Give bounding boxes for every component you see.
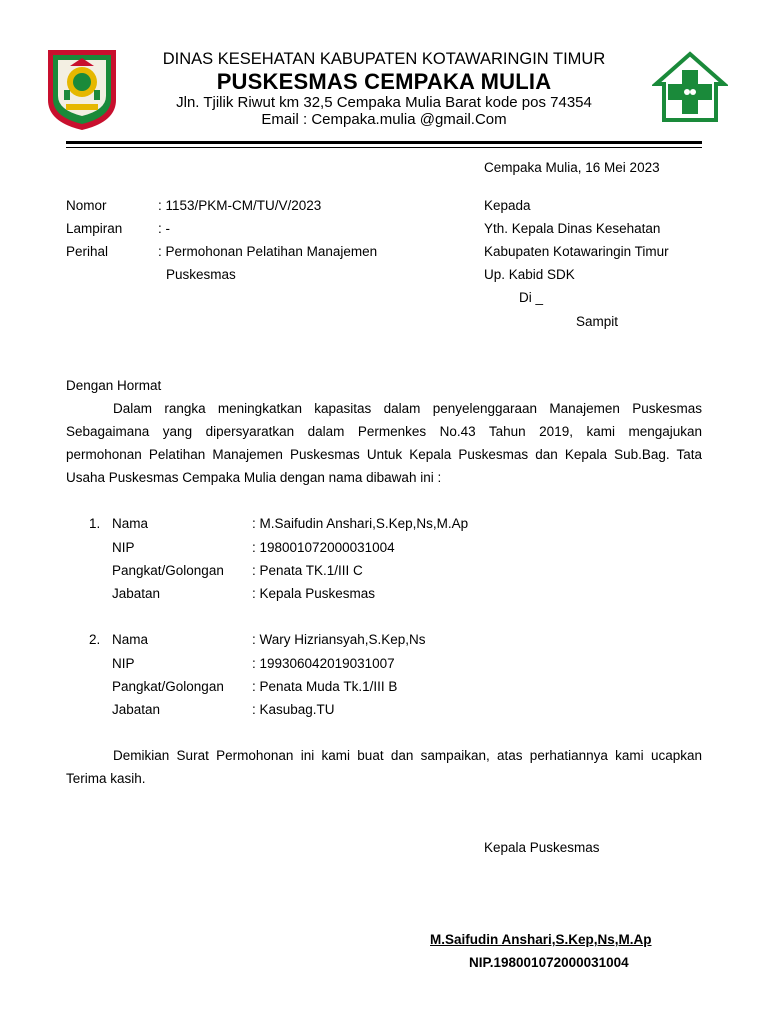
letterhead-title: PUSKESMAS CEMPAKA MULIA: [216, 69, 552, 94]
person-field-value: : Penata Muda Tk.1/III B: [252, 679, 398, 694]
person-field-value: : Kepala Puskesmas: [252, 586, 376, 601]
recipient-di: Di _: [519, 290, 544, 305]
recipient-kepada: Kepada: [484, 198, 531, 213]
perihal-label: Perihal: [66, 244, 109, 259]
person-field-label: Pangkat/Golongan: [112, 679, 224, 694]
person-field-label: Nama: [112, 632, 149, 647]
person-field-label: Jabatan: [112, 586, 161, 601]
perihal-value-cont: Puskesmas: [166, 267, 236, 282]
person-field-label: NIP: [112, 656, 135, 671]
person-field-label: NIP: [112, 540, 135, 555]
paragraph-line: Sebagaimana yang dipersyaratkan dalam Permenkes No.43 Tahun 2019, kami mengajukan: [66, 424, 702, 439]
paragraph-line: Dalam rangka meningkatkan kapasitas dalam penyelenggaraan Manajemen Puskesmas: [113, 401, 702, 416]
lampiran-label: Lampiran: [66, 221, 123, 236]
paragraph-line: Usaha Puskesmas Cempaka Mulia dengan nama dibawah ini :: [66, 470, 442, 485]
letterhead-address: Jln. Tjilik Riwut km 32,5 Cempaka Mulia Barat kode pos 74354: [176, 94, 592, 111]
letterhead-rule-thick: [66, 141, 702, 144]
person-field-label: Jabatan: [112, 702, 161, 717]
person-field-label: Pangkat/Golongan: [112, 563, 224, 578]
signature-name: M.Saifudin Anshari,S.Kep,Ns,M.Ap: [430, 932, 652, 947]
regency-crest-logo-icon: [44, 46, 120, 132]
letterhead-agency: DINAS KESEHATAN KABUPATEN KOTAWARINGIN TIMUR: [162, 50, 606, 68]
signature-nip: NIP.198001072000031004: [469, 955, 629, 970]
lampiran-value: : -: [158, 221, 170, 236]
letterhead-email: Email : Cempaka.mulia @gmail.Com: [261, 111, 507, 128]
list-number: 1.: [89, 516, 101, 531]
recipient-line-3: Up. Kabid SDK: [484, 267, 575, 282]
letterhead-rule-thin: [66, 147, 702, 148]
person-field-value: : 198001072000031004: [252, 540, 395, 555]
person-field-value: : Penata TK.1/III C: [252, 563, 363, 578]
person-field-label: Nama: [112, 516, 149, 531]
nomor-label: Nomor: [66, 198, 107, 213]
letter-date: Cempaka Mulia, 16 Mei 2023: [484, 160, 660, 175]
recipient-city: Sampit: [576, 314, 619, 329]
person-field-value: : 199306042019031007: [252, 656, 395, 671]
person-field-value: : Kasubag.TU: [252, 702, 335, 717]
closing-line: Demikian Surat Permohonan ini kami buat dan sampaikan, atas perhatiannya kami ucapkan: [113, 748, 702, 763]
perihal-value: : Permohonan Pelatihan Manajemen: [158, 244, 378, 259]
recipient-line-2: Kabupaten Kotawaringin Timur: [484, 244, 669, 259]
recipient-line-1: Yth. Kepala Dinas Kesehatan: [484, 221, 661, 236]
signature-title: Kepala Puskesmas: [484, 840, 600, 855]
puskesmas-logo-icon: [652, 50, 728, 126]
nomor-value: : 1153/PKM-CM/TU/V/2023: [158, 198, 322, 213]
closing-line: Terima kasih.: [66, 771, 146, 786]
person-field-value: : M.Saifudin Anshari,S.Kep,Ns,M.Ap: [252, 516, 469, 531]
greeting: Dengan Hormat: [66, 378, 162, 393]
paragraph-line: permohonan Pelatihan Manajemen Puskesmas Untuk Kepala Puskesmas dan Kepala Sub.Bag. Tata: [66, 447, 702, 462]
list-number: 2.: [89, 632, 101, 647]
person-field-value: : Wary Hizriansyah,S.Kep,Ns: [252, 632, 426, 647]
